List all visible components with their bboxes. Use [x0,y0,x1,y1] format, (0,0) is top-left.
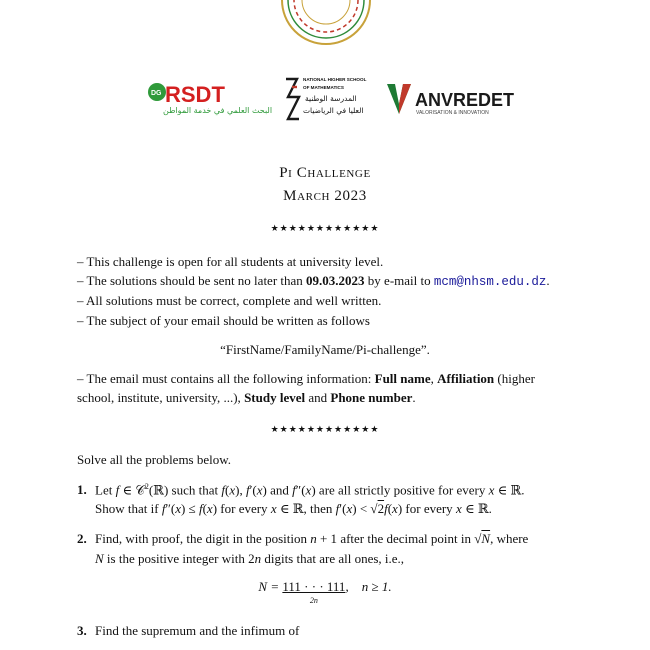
svg-text:المدرسة الوطنية: المدرسة الوطنية [305,94,357,103]
challenge-title: Pi Challenge [279,165,371,181]
deadline-date: 09.03.2023 [306,273,365,288]
rule-2: – The solutions should be sent no later than 09.03.2023 by e-mail to mcm@nhsm.edu.dz. [77,273,550,289]
solve-instruction: Solve all the problems below. [77,452,232,467]
svg-text:ANVREDET: ANVREDET [415,90,515,110]
svg-text:العليا في الرياضيات: العليا في الرياضيات [303,106,364,115]
svg-text:NATIONAL HIGHER SCHOOL: NATIONAL HIGHER SCHOOL [303,77,367,82]
challenge-date: March 2023 [283,188,367,204]
svg-text:RSDT: RSDT [165,82,225,107]
email-link[interactable]: mcm@nhsm.edu.dz [433,275,547,289]
svg-text:DG: DG [151,90,162,97]
problem-3: 3. Find the supremum and the infimum of [77,623,300,638]
rule-5: – The email must contains all the following information: Full name, Affiliation (higher [77,371,535,386]
anvredet-logo [385,80,515,116]
rule-4: – The subject of your email should be written as follows [77,313,370,328]
problem-2-cont: N is the positive integer with 2n digits that are all ones, i.e., [95,551,405,566]
problem-2-formula: N = 111 · · · 111 2n , n ≥ 1. [258,579,392,605]
problem-1-cont: Show that if f″(x) ≤ f(x) for every x ∈ ℝ, then f′(x) < √2f(x) for every x ∈ ℝ. [95,501,492,516]
svg-text:VALORISATION & INNOVATION: VALORISATION & INNOVATION [416,110,489,116]
star-divider: ★★★★★★★★★★★★ [270,223,380,233]
star-divider-2: ★★★★★★★★★★★★ [270,424,380,434]
rule-3: – All solutions must be correct, complete and well written. [77,293,382,308]
problem-2: 2. Find, with proof, the digit in the position n + 1 after the decimal point in √N, where [77,531,529,546]
svg-text:البحث العلمي في خدمة المواطن: البحث العلمي في خدمة المواطن [163,106,273,115]
school-emblem-icon [278,0,374,48]
rule-5-cont: school, institute, university, ...), Study level and Phone number. [77,390,416,405]
problem-1: 1. Let f ∈ 𝒞$^2$(ℝ) such that f(x), f′(x) and f″(x) are all strictly positive for every x ∈ ℝ. [77,482,525,498]
subject-format: “FirstName/FamilyName/Pi-challenge”. [220,342,430,357]
svg-text:OF MATHEMATICS: OF MATHEMATICS [303,85,344,90]
nhsm-logo [283,75,365,123]
rule-1: – This challenge is open for all students at university level. [77,254,384,269]
rsdt-logo [143,81,273,115]
